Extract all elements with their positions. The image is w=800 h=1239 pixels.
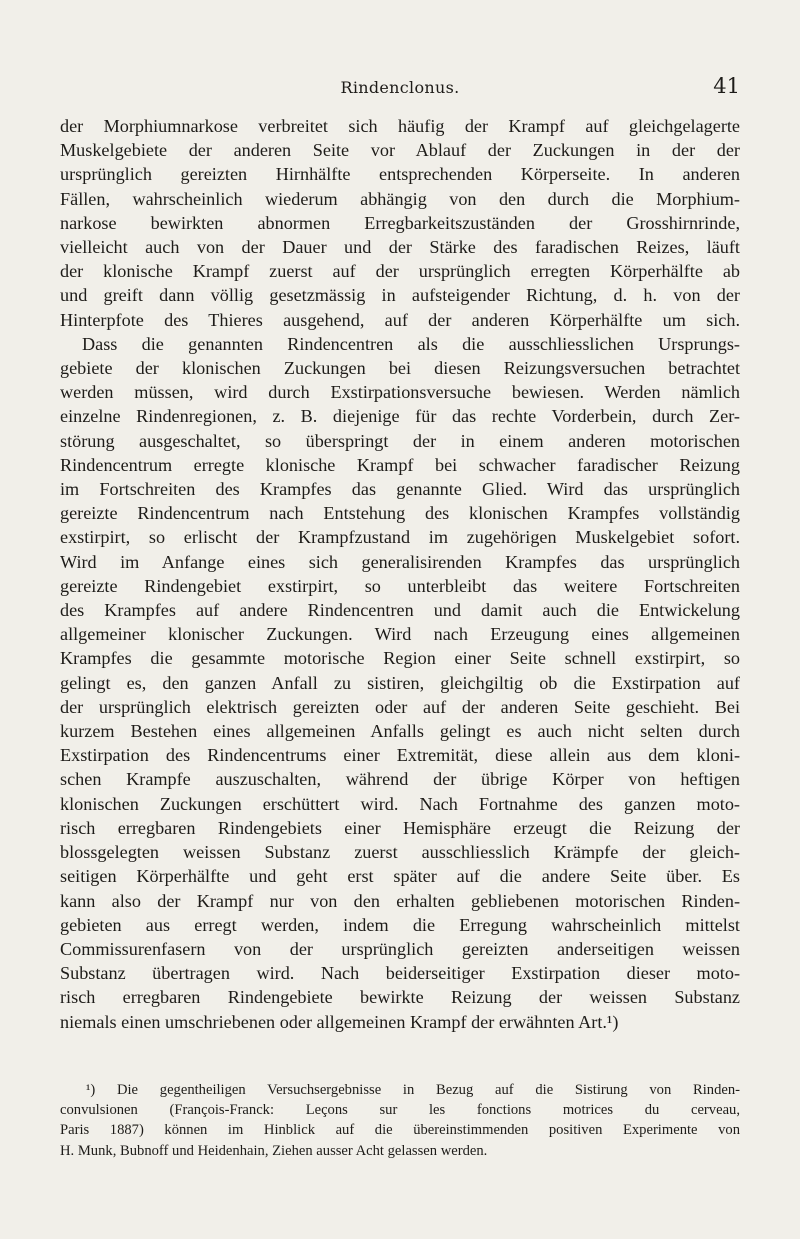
text-line: der ursprünglich elektrisch gereizten oder auf der anderen Seite geschieht. Bei	[60, 696, 740, 717]
text-line: Krampfes die gesammte motorische Region einer Seite schnell exstirpirt, so	[60, 648, 740, 669]
footnote-line: H. Munk, Bubnoff und Heidenhain, Ziehen ausser Acht gelassen werden.	[60, 1142, 488, 1159]
running-title: Rindenclonus.	[340, 78, 460, 97]
text-line: schen Krampfe auszuschalten, während der übrige Körper von heftigen	[60, 769, 740, 790]
text-line: einzelne Rindenregionen, z. B. diejenige für das rechte Vorderbein, durch Zer-	[60, 406, 740, 427]
text-line: Muskelgebiete der anderen Seite vor Ablauf der Zuckungen in der der	[60, 140, 740, 161]
text-line: klonischen Zuckungen erschüttert wird. Nach Fortnahme des ganzen moto-	[60, 793, 740, 814]
page-header	[60, 74, 740, 104]
footnote	[60, 1080, 740, 1161]
page-number: 41	[713, 74, 740, 98]
text-line: des Krampfes auf andere Rindencentren und damit auch die Entwickelung	[60, 600, 740, 621]
text-line: narkose bewirkten abnormen Erregbarkeitszuständen der Grosshirnrinde,	[60, 212, 740, 233]
text-line: blossgelegten weissen Substanz zuerst ausschliesslich Krämpfe der gleich-	[60, 842, 740, 863]
text-line: risch erregbaren Rindengebiete bewirkte Reizung der weissen Substanz	[60, 987, 740, 1008]
text-line: gereizte Rindengebiet exstirpirt, so unterbleibt das weitere Fortschreiten	[60, 575, 740, 596]
text-line: störung ausgeschaltet, so überspringt der in einem anderen motorischen	[60, 430, 740, 451]
text-line: Hinterpfote des Thieres ausgehend, auf der anderen Körperhälfte um sich.	[60, 309, 740, 330]
text-line: Rindencentrum erregte klonische Krampf bei schwacher faradischer Reizung	[60, 454, 740, 475]
text-line: exstirpirt, so erlischt der Krampfzustand im zugehörigen Muskelgebiet sofort.	[60, 527, 740, 548]
text-line: und greift dann völlig gesetzmässig in aufsteigender Richtung, d. h. von der	[60, 285, 740, 306]
text-line: kann also der Krampf nur von den erhalten gebliebenen motorischen Rinden-	[60, 890, 740, 911]
text-line: gelingt es, den ganzen Anfall zu sistiren, gleichgiltig ob die Exstirpation auf	[60, 672, 740, 693]
text-line: gereizte Rindencentrum nach Entstehung des klonischen Krampfes vollständig	[60, 503, 740, 524]
text-line: der Morphiumnarkose verbreitet sich häufig der Krampf auf gleichgelagerte	[60, 116, 740, 136]
text-line: gebiete der klonischen Zuckungen bei diesen Reizungsversuchen betrachtet	[60, 358, 740, 379]
text-line: vielleicht auch von der Dauer und der Stärke des faradischen Reizes, läuft	[60, 237, 740, 258]
text-line: ursprünglich gereizten Hirnhälfte entsprechenden Körperseite. In anderen	[60, 164, 740, 185]
text-line: allgemeiner klonischer Zuckungen. Wird nach Erzeugung eines allgemeinen	[60, 624, 740, 645]
footnote-line: ¹) Die gegentheiligen Versuchsergebnisse in Bezug auf die Sistirung von Rinden-	[86, 1082, 740, 1098]
text-line: Wird im Anfange eines sich generalisirenden Krampfes das ursprünglich	[60, 551, 740, 572]
body-text	[60, 114, 740, 1034]
text-line: Commissurenfasern von der ursprünglich gereizten anderseitigen weissen	[60, 938, 740, 959]
footnote-line: convulsionen (François-Franck: Leçons sur les fonctions motrices du cerveau,	[60, 1102, 740, 1119]
text-line: Fällen, wahrscheinlich wiederum abhängig von den durch die Morphium-	[60, 188, 740, 209]
text-line: risch erregbaren Rindengebiets einer Hemisphäre erzeugt die Reizung der	[60, 817, 740, 838]
text-line: der klonische Krampf zuerst auf der ursprünglich erregten Körperhälfte ab	[60, 261, 740, 282]
text-line: werden müssen, wird durch Exstirpationsversuche bewiesen. Werden nämlich	[60, 382, 740, 403]
footnote-line: Paris 1887) können im Hinblick auf die übereinstimmenden positiven Experimente von	[60, 1122, 740, 1139]
text-line: kurzem Bestehen eines allgemeinen Anfalls gelingt es auch nicht selten durch	[60, 721, 740, 742]
text-line: Substanz übertragen wird. Nach beiderseitiger Exstirpation dieser moto-	[60, 963, 740, 984]
text-line: Exstirpation des Rindencentrums einer Extremität, diese allein aus dem kloni-	[60, 745, 740, 766]
text-line: Dass die genannten Rindencentren als die ausschliesslichen Ursprungs-	[82, 333, 740, 354]
text-line: seitigen Körperhälfte und geht erst später auf die andere Seite über. Es	[60, 866, 740, 887]
text-line: gebieten aus erregt werden, indem die Erregung wahrscheinlich mittelst	[60, 914, 740, 935]
text-line: niemals einen umschriebenen oder allgemeinen Krampf der erwähnten Art.¹)	[60, 1011, 619, 1032]
text-line: im Fortschreiten des Krampfes das genannte Glied. Wird das ursprünglich	[60, 479, 740, 500]
